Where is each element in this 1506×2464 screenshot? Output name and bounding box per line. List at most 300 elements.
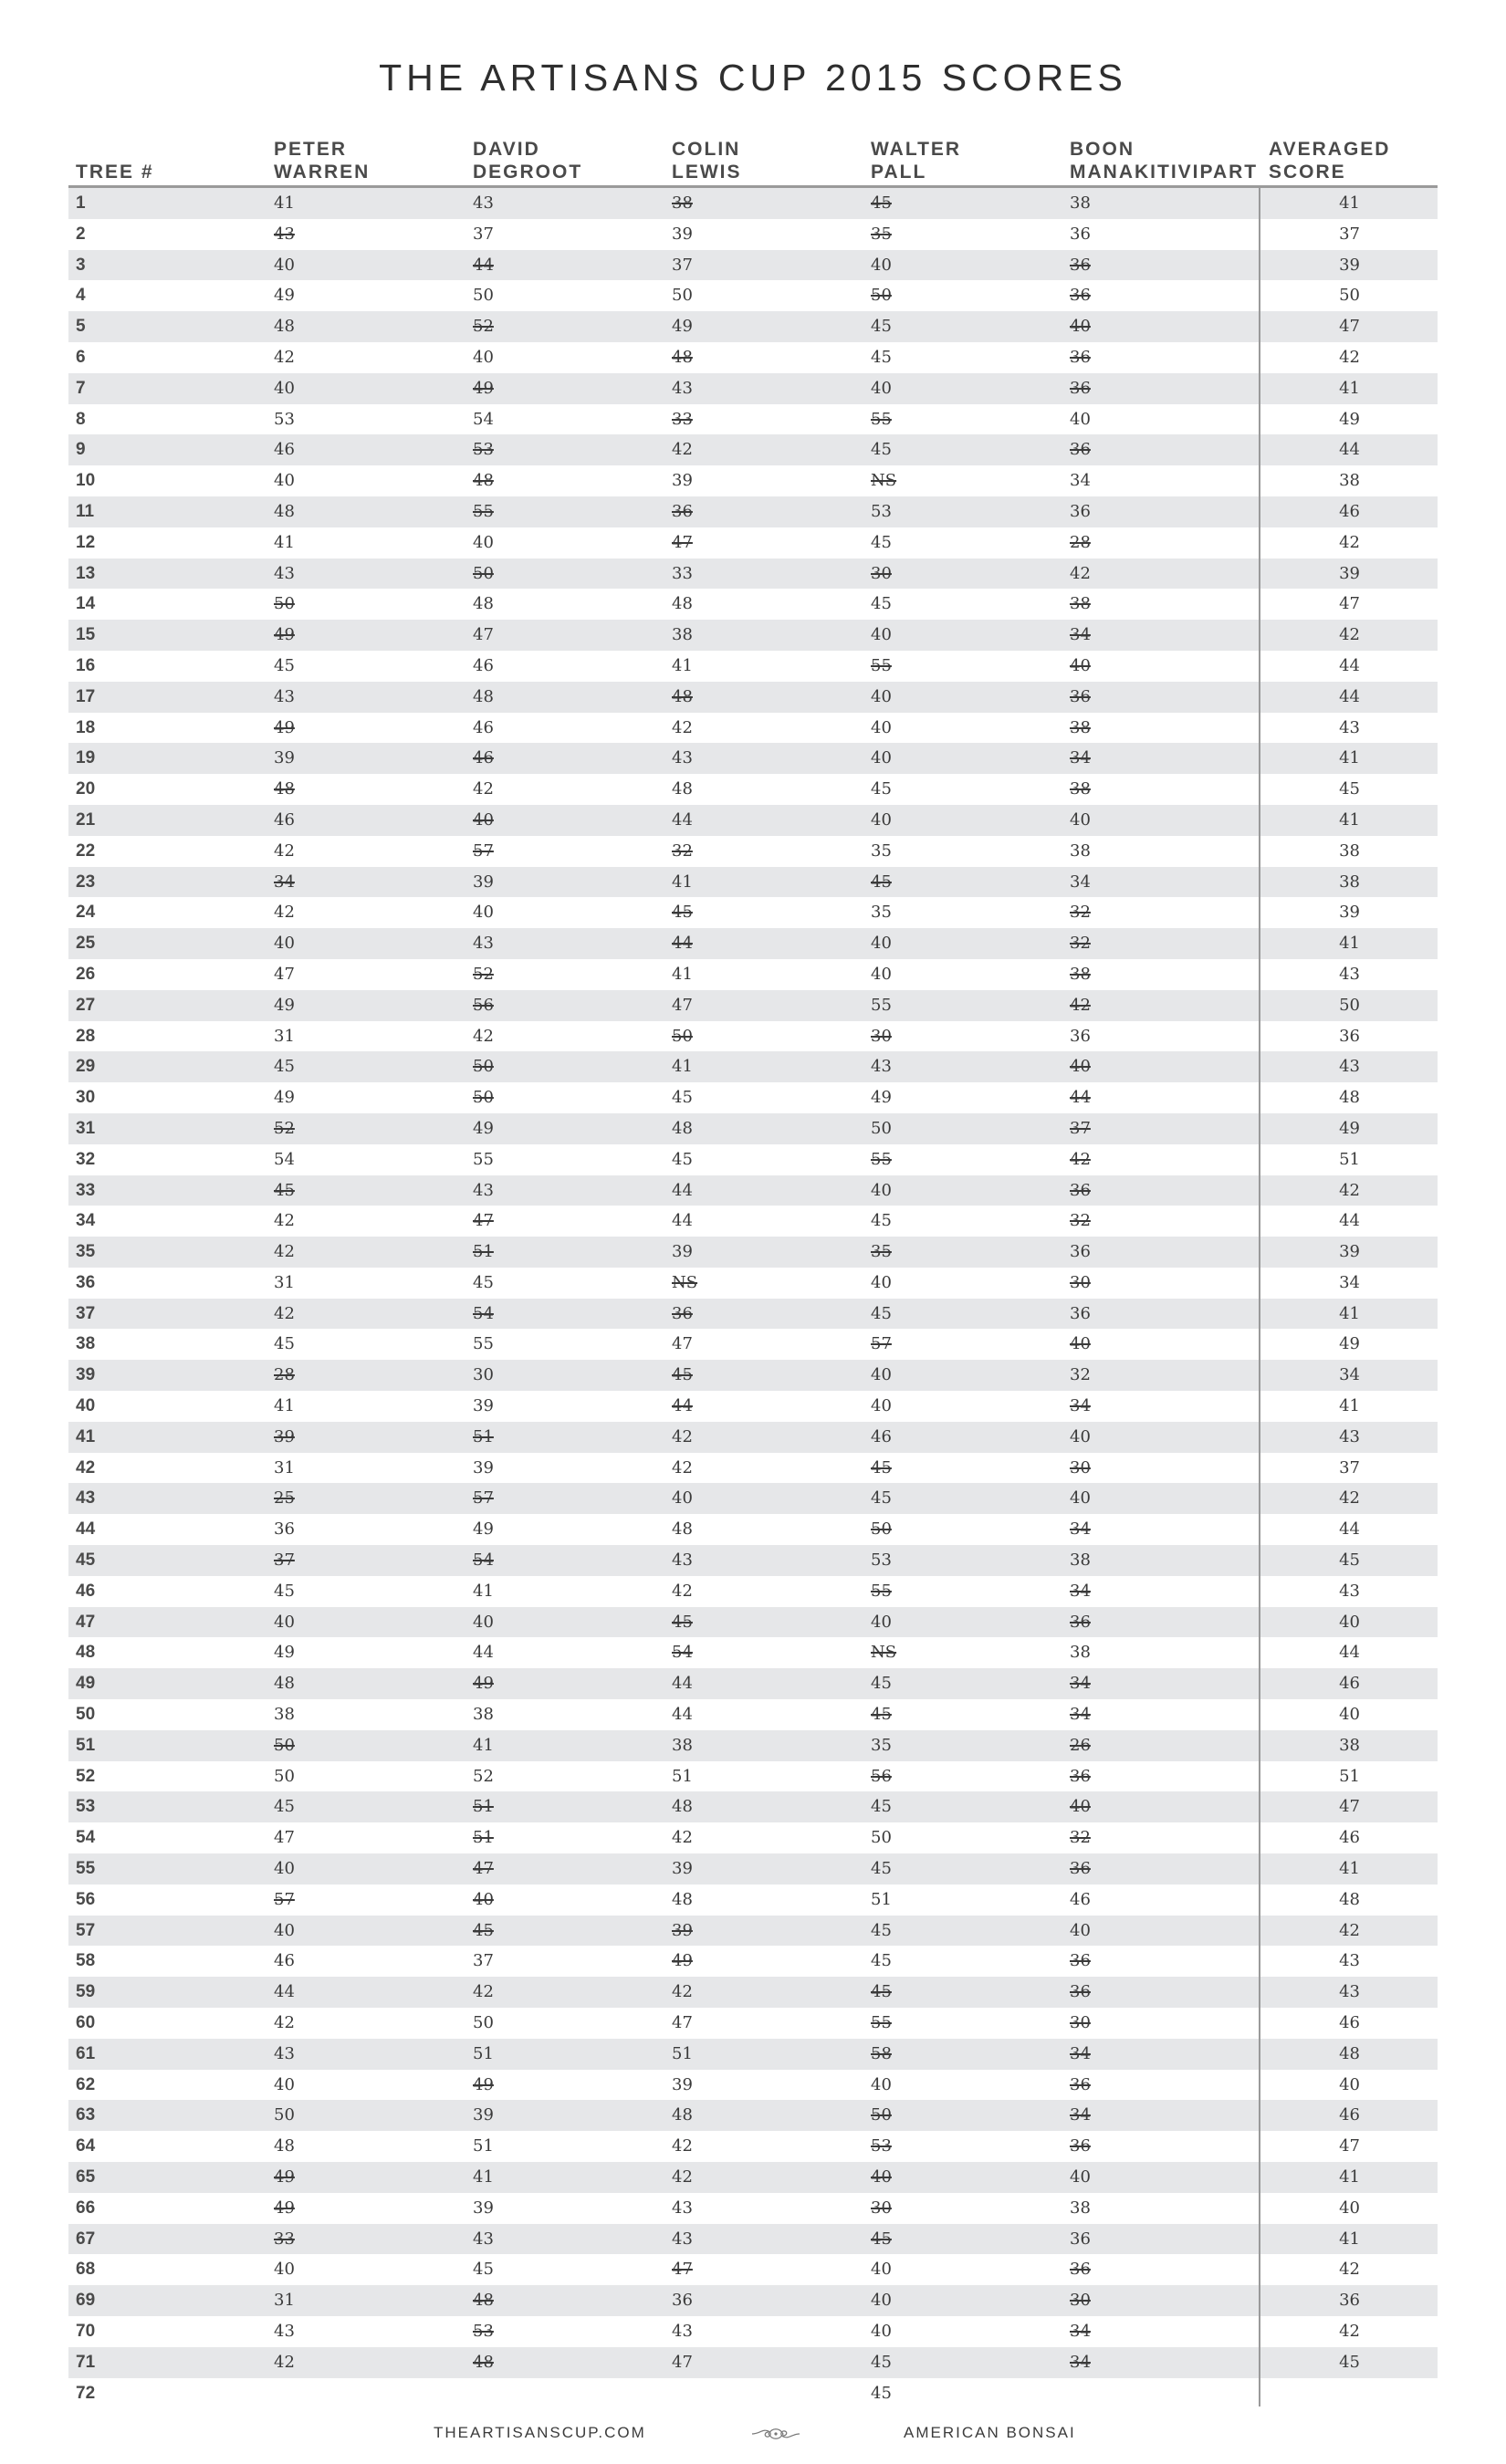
judge-score-cell: 38 xyxy=(1070,594,1091,614)
averaged-score-cell: 34 xyxy=(1339,1365,1360,1385)
table-row xyxy=(68,2254,1438,2285)
averaged-score-cell: 41 xyxy=(1339,934,1360,954)
tree-number-cell: 42 xyxy=(76,1457,96,1477)
judge-score-cell: 42 xyxy=(672,1828,693,1848)
averaged-score-cell: 42 xyxy=(1339,2260,1360,2280)
judge-score-cell: 36 xyxy=(1070,347,1091,367)
judge-score-cell: 50 xyxy=(871,286,892,306)
judge-score-cell: 41 xyxy=(672,964,693,984)
judge-score-cell: 42 xyxy=(274,903,295,923)
header-averaged-line1: AVERAGED xyxy=(1269,139,1391,160)
judge-score-cell: 38 xyxy=(1070,964,1091,984)
judge-score-cell: 40 xyxy=(1070,317,1091,337)
judge-score-cell: 38 xyxy=(1070,779,1091,799)
averaged-score-cell: 42 xyxy=(1339,2321,1360,2341)
judge-score-cell: 38 xyxy=(274,1705,295,1725)
header-averaged-line2: SCORE xyxy=(1269,162,1346,183)
tree-number-cell: 8 xyxy=(76,409,86,429)
tree-number-cell: 21 xyxy=(76,809,96,830)
judge-score-cell: 40 xyxy=(1070,1920,1091,1940)
averaged-score-cell: 38 xyxy=(1339,872,1360,892)
judge-score-cell: 45 xyxy=(473,1920,494,1940)
averaged-score-cell: 41 xyxy=(1339,1396,1360,1416)
judge-score-cell: 45 xyxy=(871,779,892,799)
table-row xyxy=(68,1360,1438,1391)
judge-score-cell: 48 xyxy=(473,2291,494,2311)
judge-score-cell: 49 xyxy=(274,1088,295,1108)
judge-score-cell: 38 xyxy=(473,1705,494,1725)
table-row xyxy=(68,188,1438,219)
judge-score-cell: 34 xyxy=(1070,872,1091,892)
average-column-divider xyxy=(1259,185,1260,2407)
judge-score-cell: 48 xyxy=(672,1519,693,1540)
judge-score-cell: 37 xyxy=(274,1550,295,1571)
judge-score-cell: 35 xyxy=(871,224,892,244)
judge-score-cell: 36 xyxy=(1070,1180,1091,1200)
judge-score-cell: 45 xyxy=(274,1581,295,1601)
judge-score-cell: 44 xyxy=(672,809,693,830)
judge-score-cell: 40 xyxy=(473,532,494,552)
table-row xyxy=(68,2039,1438,2070)
header-judge-1 xyxy=(274,138,370,183)
table-row xyxy=(68,2285,1438,2316)
judge-score-cell: 48 xyxy=(274,779,295,799)
judge-score-cell: 40 xyxy=(274,255,295,275)
table-row xyxy=(68,1453,1438,1484)
averaged-score-cell: 38 xyxy=(1339,471,1360,491)
tree-number-cell: 1 xyxy=(76,193,86,213)
averaged-score-cell: 41 xyxy=(1339,748,1360,768)
judge-score-cell: 34 xyxy=(1070,2352,1091,2372)
tree-number-cell: 32 xyxy=(76,1149,96,1169)
tree-number-cell: 59 xyxy=(76,1982,96,2002)
judge-score-cell: 40 xyxy=(871,717,892,737)
averaged-score-cell: 43 xyxy=(1339,1982,1360,2002)
judge-score-cell: 54 xyxy=(473,1550,494,1571)
table-row xyxy=(68,1237,1438,1268)
averaged-score-cell: 48 xyxy=(1339,1889,1360,1909)
judge-score-cell: 38 xyxy=(672,1735,693,1755)
judge-score-cell: 42 xyxy=(672,1426,693,1446)
judge-score-cell: 35 xyxy=(871,903,892,923)
averaged-score-cell: 51 xyxy=(1339,1149,1360,1169)
judge-score-cell: 51 xyxy=(473,1797,494,1817)
table-header xyxy=(68,132,1438,188)
judge-score-cell: 48 xyxy=(672,1797,693,1817)
judge-score-cell: 47 xyxy=(672,995,693,1015)
averaged-score-cell: 44 xyxy=(1339,1519,1360,1540)
judge-score-cell: 48 xyxy=(672,594,693,614)
judge-score-cell: 48 xyxy=(274,1674,295,1694)
judge-score-cell: 57 xyxy=(473,840,494,861)
tree-number-cell: 13 xyxy=(76,563,96,583)
judge-score-cell: 48 xyxy=(473,471,494,491)
judge-score-cell: 47 xyxy=(672,2013,693,2033)
tree-number-cell: 68 xyxy=(76,2260,96,2280)
judge-score-cell: 39 xyxy=(672,1920,693,1940)
header-judge-1-first: PETER xyxy=(274,139,348,160)
averaged-score-cell: 43 xyxy=(1339,1581,1360,1601)
judge-score-cell: 47 xyxy=(473,625,494,645)
judge-score-cell: 40 xyxy=(1070,1334,1091,1354)
averaged-score-cell: 38 xyxy=(1339,840,1360,861)
table-row xyxy=(68,434,1438,465)
judge-score-cell: 55 xyxy=(871,655,892,675)
judge-score-cell: 50 xyxy=(473,1088,494,1108)
judge-score-cell: 45 xyxy=(871,1920,892,1940)
tree-number-cell: 17 xyxy=(76,686,96,706)
tree-number-cell: 57 xyxy=(76,1920,96,1940)
tree-number-cell: 71 xyxy=(76,2352,96,2372)
judge-score-cell: 38 xyxy=(1070,1550,1091,1571)
tree-number-cell: 66 xyxy=(76,2198,96,2218)
judge-score-cell: 47 xyxy=(473,1859,494,1879)
judge-score-cell: 52 xyxy=(473,1766,494,1786)
judge-score-cell: 47 xyxy=(672,2352,693,2372)
tree-number-cell: 72 xyxy=(76,2383,96,2403)
tree-number-cell: 9 xyxy=(76,440,86,460)
judge-score-cell: 36 xyxy=(1070,378,1091,398)
table-row xyxy=(68,373,1438,404)
judge-score-cell: 40 xyxy=(871,1272,892,1292)
table-row xyxy=(68,620,1438,651)
averaged-score-cell: 39 xyxy=(1339,255,1360,275)
judge-score-cell: 46 xyxy=(274,1951,295,1971)
judge-score-cell: 45 xyxy=(871,1457,892,1477)
judge-score-cell: 30 xyxy=(1070,2013,1091,2033)
judge-score-cell: 32 xyxy=(1070,903,1091,923)
tree-number-cell: 58 xyxy=(76,1951,96,1971)
averaged-score-cell: 40 xyxy=(1339,2074,1360,2094)
header-averaged-score xyxy=(1269,138,1390,183)
averaged-score-cell: 46 xyxy=(1339,501,1360,521)
judge-score-cell: 48 xyxy=(672,347,693,367)
judge-score-cell: 39 xyxy=(274,748,295,768)
judge-score-cell: 44 xyxy=(672,1211,693,1231)
judge-score-cell: 40 xyxy=(473,809,494,830)
judge-score-cell: 40 xyxy=(1070,1426,1091,1446)
tree-number-cell: 47 xyxy=(76,1612,96,1632)
judge-score-cell: 36 xyxy=(1070,1951,1091,1971)
judge-score-cell: 50 xyxy=(871,2105,892,2125)
judge-score-cell: 42 xyxy=(274,347,295,367)
judge-score-cell: 48 xyxy=(274,2136,295,2156)
table-row xyxy=(68,465,1438,496)
judge-score-cell: 40 xyxy=(473,903,494,923)
averaged-score-cell: 39 xyxy=(1339,903,1360,923)
judge-score-cell: 44 xyxy=(274,1982,295,2002)
judge-score-cell: 45 xyxy=(871,1674,892,1694)
judge-score-cell: 41 xyxy=(473,2167,494,2187)
tree-number-cell: 70 xyxy=(76,2321,96,2341)
judge-score-cell: 50 xyxy=(672,286,693,306)
judge-score-cell: 37 xyxy=(672,255,693,275)
judge-score-cell: 40 xyxy=(274,1859,295,1879)
judge-score-cell: 42 xyxy=(672,2136,693,2156)
judge-score-cell: 50 xyxy=(871,1828,892,1848)
averaged-score-cell: 44 xyxy=(1339,440,1360,460)
judge-score-cell: 45 xyxy=(871,317,892,337)
judge-score-cell: 56 xyxy=(871,1766,892,1786)
table-row xyxy=(68,527,1438,559)
averaged-score-cell: 37 xyxy=(1339,224,1360,244)
tree-number-cell: 62 xyxy=(76,2074,96,2094)
judge-score-cell: 40 xyxy=(871,964,892,984)
header-judge-4 xyxy=(871,138,961,183)
judge-score-cell: 51 xyxy=(473,1426,494,1446)
judge-score-cell: 36 xyxy=(672,501,693,521)
tree-number-cell: 3 xyxy=(76,255,86,275)
judge-score-cell: 39 xyxy=(672,224,693,244)
table-row xyxy=(68,1916,1438,1947)
judge-score-cell: 43 xyxy=(473,1180,494,1200)
judge-score-cell: 40 xyxy=(1070,1057,1091,1077)
judge-score-cell: 39 xyxy=(473,872,494,892)
judge-score-cell: 45 xyxy=(871,1211,892,1231)
judge-score-cell: 34 xyxy=(1070,1396,1091,1416)
tree-number-cell: 41 xyxy=(76,1426,96,1446)
judge-score-cell: 39 xyxy=(672,471,693,491)
judge-score-cell: 40 xyxy=(871,1365,892,1385)
judge-score-cell: 43 xyxy=(274,563,295,583)
judge-score-cell: 40 xyxy=(473,1889,494,1909)
judge-score-cell: 40 xyxy=(871,934,892,954)
judge-score-cell: 50 xyxy=(473,2013,494,2033)
judge-score-cell: 44 xyxy=(672,1674,693,1694)
judge-score-cell: 55 xyxy=(473,1149,494,1169)
judge-score-cell: 54 xyxy=(274,1149,295,1169)
judge-score-cell: 51 xyxy=(473,2043,494,2063)
judge-score-cell: 40 xyxy=(274,2260,295,2280)
tree-number-cell: 46 xyxy=(76,1581,96,1601)
table-row xyxy=(68,1175,1438,1206)
judge-score-cell: 49 xyxy=(473,378,494,398)
tree-number-cell: 43 xyxy=(76,1488,96,1509)
judge-score-cell: 40 xyxy=(1070,1797,1091,1817)
table-row xyxy=(68,1514,1438,1545)
judge-score-cell: 40 xyxy=(871,686,892,706)
tree-number-cell: 22 xyxy=(76,840,96,861)
averaged-score-cell: 45 xyxy=(1339,1550,1360,1571)
judge-score-cell: 45 xyxy=(871,440,892,460)
tree-number-cell: 51 xyxy=(76,1735,96,1755)
judge-score-cell: 45 xyxy=(871,2383,892,2403)
header-judge-5 xyxy=(1070,138,1258,183)
averaged-score-cell: 44 xyxy=(1339,1643,1360,1663)
judge-score-cell: 41 xyxy=(274,1396,295,1416)
judge-score-cell: 55 xyxy=(871,2013,892,2033)
table-row xyxy=(68,1021,1438,1052)
judge-score-cell: 48 xyxy=(672,1889,693,1909)
judge-score-cell: 49 xyxy=(672,1951,693,1971)
judge-score-cell: 52 xyxy=(473,964,494,984)
averaged-score-cell: 41 xyxy=(1339,2229,1360,2249)
judge-score-cell: 34 xyxy=(1070,1581,1091,1601)
tree-number-cell: 65 xyxy=(76,2167,96,2187)
judge-score-cell: 31 xyxy=(274,1272,295,1292)
judge-score-cell: 55 xyxy=(871,409,892,429)
tree-number-cell: 52 xyxy=(76,1766,96,1786)
judge-score-cell: 48 xyxy=(473,594,494,614)
table-row xyxy=(68,2316,1438,2347)
judge-score-cell: 36 xyxy=(1070,1766,1091,1786)
table-row xyxy=(68,1483,1438,1514)
judge-score-cell: 50 xyxy=(274,594,295,614)
judge-score-cell: 42 xyxy=(274,2352,295,2372)
table-row xyxy=(68,2070,1438,2101)
judge-score-cell: 35 xyxy=(871,1242,892,1262)
averaged-score-cell: 43 xyxy=(1339,1426,1360,1446)
judge-score-cell: 43 xyxy=(672,378,693,398)
judge-score-cell: 45 xyxy=(672,903,693,923)
judge-score-cell: 41 xyxy=(274,532,295,552)
judge-score-cell: 51 xyxy=(473,1242,494,1262)
page-footer xyxy=(0,2420,1506,2448)
judge-score-cell: 55 xyxy=(473,1334,494,1354)
judge-score-cell: 38 xyxy=(1070,1643,1091,1663)
averaged-score-cell: 41 xyxy=(1339,2167,1360,2187)
averaged-score-cell: 40 xyxy=(1339,1612,1360,1632)
judge-score-cell: 51 xyxy=(672,2043,693,2063)
judge-score-cell: 44 xyxy=(473,255,494,275)
tree-number-cell: 12 xyxy=(76,532,96,552)
judge-score-cell: 45 xyxy=(871,594,892,614)
table-row xyxy=(68,2100,1438,2131)
judge-score-cell: 40 xyxy=(871,809,892,830)
table-row xyxy=(68,2378,1438,2409)
judge-score-cell: 49 xyxy=(274,2198,295,2218)
judge-score-cell: 40 xyxy=(871,378,892,398)
judge-score-cell: 41 xyxy=(672,655,693,675)
judge-score-cell: 49 xyxy=(473,1674,494,1694)
judge-score-cell: 40 xyxy=(1070,1488,1091,1509)
judge-score-cell: 49 xyxy=(274,2167,295,2187)
averaged-score-cell: 42 xyxy=(1339,1920,1360,1940)
judge-score-cell: 42 xyxy=(473,779,494,799)
judge-score-cell: 47 xyxy=(473,1211,494,1231)
table-row xyxy=(68,1082,1438,1113)
judge-score-cell: 40 xyxy=(871,748,892,768)
judge-score-cell: 49 xyxy=(473,1118,494,1138)
table-row xyxy=(68,836,1438,867)
table-row xyxy=(68,250,1438,281)
judge-score-cell: 43 xyxy=(274,224,295,244)
judge-score-cell: 42 xyxy=(672,440,693,460)
judge-score-cell: NS xyxy=(672,1272,698,1292)
averaged-score-cell: 44 xyxy=(1339,655,1360,675)
table-row xyxy=(68,713,1438,744)
judge-score-cell: 52 xyxy=(274,1118,295,1138)
judge-score-cell: 34 xyxy=(1070,1705,1091,1725)
page-title: THE ARTISANS CUP 2015 SCORES xyxy=(379,57,1127,99)
judge-score-cell: 40 xyxy=(274,378,295,398)
judge-score-cell: 45 xyxy=(672,1088,693,1108)
judge-score-cell: 32 xyxy=(672,840,693,861)
judge-score-cell: 49 xyxy=(274,625,295,645)
judge-score-cell: 41 xyxy=(672,872,693,892)
header-judge-4-last: PALL xyxy=(871,162,927,183)
tree-number-cell: 15 xyxy=(76,625,96,645)
averaged-score-cell: 44 xyxy=(1339,686,1360,706)
judge-score-cell: 34 xyxy=(1070,2105,1091,2125)
judge-score-cell: 33 xyxy=(672,563,693,583)
judge-score-cell: 42 xyxy=(1070,1149,1091,1169)
table-row xyxy=(68,1391,1438,1422)
tree-number-cell: 20 xyxy=(76,779,96,799)
header-judge-2-first: DAVID xyxy=(473,139,540,160)
judge-score-cell: 45 xyxy=(871,1705,892,1725)
judge-score-cell: 36 xyxy=(1070,440,1091,460)
averaged-score-cell: 47 xyxy=(1339,2136,1360,2156)
tree-number-cell: 6 xyxy=(76,347,86,367)
judge-score-cell: 36 xyxy=(1070,2229,1091,2249)
judge-score-cell: 45 xyxy=(672,1612,693,1632)
judge-score-cell: 40 xyxy=(274,934,295,954)
judge-score-cell: 50 xyxy=(274,1766,295,1786)
tree-number-cell: 27 xyxy=(76,995,96,1015)
judge-score-cell: 38 xyxy=(1070,717,1091,737)
table-row xyxy=(68,651,1438,682)
flourish-ornament-icon xyxy=(750,2420,801,2448)
averaged-score-cell: 50 xyxy=(1339,286,1360,306)
judge-score-cell: 54 xyxy=(473,1303,494,1323)
judge-score-cell: 57 xyxy=(473,1488,494,1509)
judge-score-cell: 40 xyxy=(274,471,295,491)
table-row xyxy=(68,959,1438,990)
judge-score-cell: 45 xyxy=(672,1149,693,1169)
judge-score-cell: 40 xyxy=(871,2260,892,2280)
header-judge-5-first: BOON xyxy=(1070,139,1135,160)
judge-score-cell: 50 xyxy=(473,1057,494,1077)
judge-score-cell: 39 xyxy=(672,1859,693,1879)
judge-score-cell: 43 xyxy=(473,934,494,954)
averaged-score-cell: 49 xyxy=(1339,1118,1360,1138)
judge-score-cell: 42 xyxy=(672,1982,693,2002)
judge-score-cell: 48 xyxy=(672,779,693,799)
table-row xyxy=(68,1051,1438,1082)
tree-number-cell: 39 xyxy=(76,1365,96,1385)
table-row xyxy=(68,743,1438,774)
header-judge-5-last: MANAKITIVIPART xyxy=(1070,162,1259,183)
judge-score-cell: 37 xyxy=(473,1951,494,1971)
judge-score-cell: 44 xyxy=(672,1705,693,1725)
judge-score-cell: 36 xyxy=(1070,1026,1091,1046)
averaged-score-cell: 48 xyxy=(1339,1088,1360,1108)
judge-score-cell: 50 xyxy=(871,1519,892,1540)
tree-number-cell: 34 xyxy=(76,1211,96,1231)
judge-score-cell: 47 xyxy=(672,1334,693,1354)
judge-score-cell: 40 xyxy=(274,2074,295,2094)
averaged-score-cell: 42 xyxy=(1339,625,1360,645)
judge-score-cell: 43 xyxy=(672,2198,693,2218)
header-judge-3-last: LEWIS xyxy=(672,162,742,183)
judge-score-cell: 40 xyxy=(1070,655,1091,675)
averaged-score-cell: 46 xyxy=(1339,2013,1360,2033)
averaged-score-cell: 50 xyxy=(1339,995,1360,1015)
judge-score-cell: 42 xyxy=(672,1457,693,1477)
judge-score-cell: 45 xyxy=(871,1488,892,1509)
judge-score-cell: 34 xyxy=(1070,748,1091,768)
judge-score-cell: 43 xyxy=(274,2043,295,2063)
table-row xyxy=(68,1299,1438,1330)
judge-score-cell: 43 xyxy=(672,2321,693,2341)
judge-score-cell: 44 xyxy=(672,1396,693,1416)
tree-number-cell: 25 xyxy=(76,934,96,954)
judge-score-cell: 54 xyxy=(672,1643,693,1663)
judge-score-cell: 40 xyxy=(871,2291,892,2311)
judge-score-cell: 35 xyxy=(871,1735,892,1755)
table-row xyxy=(68,1545,1438,1576)
